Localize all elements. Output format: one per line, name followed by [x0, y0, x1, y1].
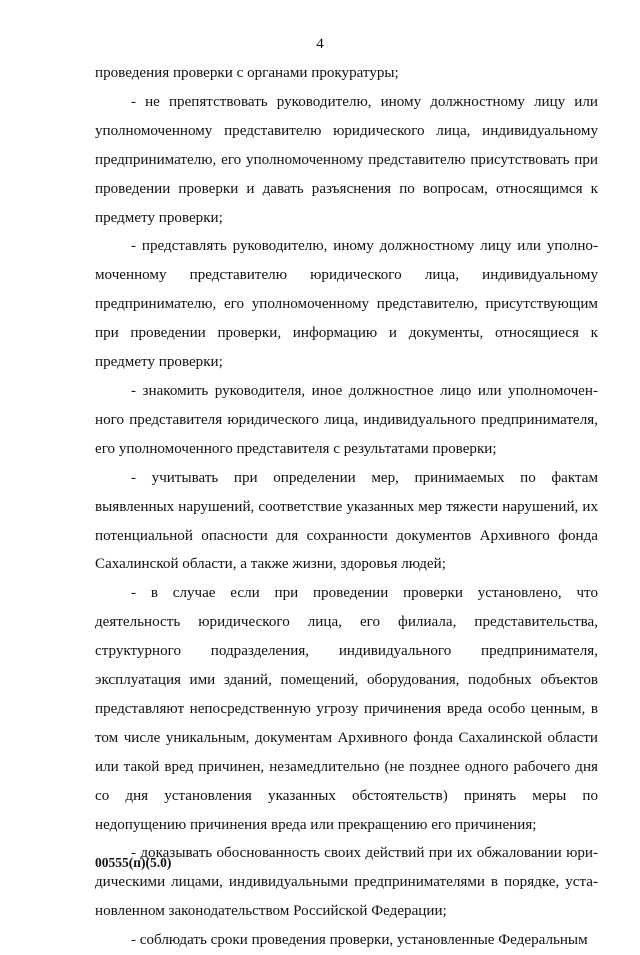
paragraph-item: - знакомить руководителя, иное должностное лицо или уполномоченного представителя юридического лица, индивидуального предпринимателя, его уполномоченного представителя с результатами проверки; [95, 382, 598, 457]
paragraph-item: - представлять руководителю, иному должностному лицу или уполномоченному представителю юридического лица, индивидуальному предпринимателю, его уполномоченному представителю, присутствующим при проведении проверки, информацию и документы, относящиеся к предмету проверки; [95, 238, 598, 371]
paragraph-item: - в случае если при проведении проверки установлено, что деятельность юридического лица, его филиала, представительства, структурного подразделения, индивидуального предпринимателя, эксплуатация ими зданий, помещений, оборудования, подобных объектов представляют непосредственную угрозу причинения вреда особо ценным, в том числе уникальным, документам Архивного фонда Сахалинской области или такой вред причинен, незамедлительно (не позднее одного рабочего дня со дня установления указанных обстоятельств) принять меры по недопущению причинения вреда или прекращению его причинения; [95, 585, 598, 833]
document-body [95, 59, 598, 955]
paragraph-item: - доказывать обоснованность своих действий при их обжаловании юридическими лицами, индивидуальными предпринимателями в порядке, установленном законодательством Российской Федерации; [95, 845, 598, 920]
paragraph-continuation: проведения проверки с органами прокуратуры; [95, 65, 399, 81]
document-footer-code: 00555(п)(5.0) [95, 855, 172, 870]
paragraph-item: - соблюдать сроки проведения проверки, установленные Федеральным [131, 932, 588, 949]
paragraph-item: - учитывать при определении мер, принимаемых по фактам выявленных нарушений, соответствие указанных мер тяжести нарушений, их потенциальной опасности для сохранности документов Архивного фонда Сахалинской области, а также жизни, здоровья людей; [95, 469, 598, 573]
page-number: 4 [316, 36, 324, 52]
paragraph-item: - не препятствовать руководителю, иному должностному лицу или уполномоченному представителю юридического лица, индивидуальному предпринимателю, его уполномоченному представителю присутствовать при проведении проверки и давать разъяснения по вопросам, относящимся к предмету проверки; [95, 93, 598, 226]
